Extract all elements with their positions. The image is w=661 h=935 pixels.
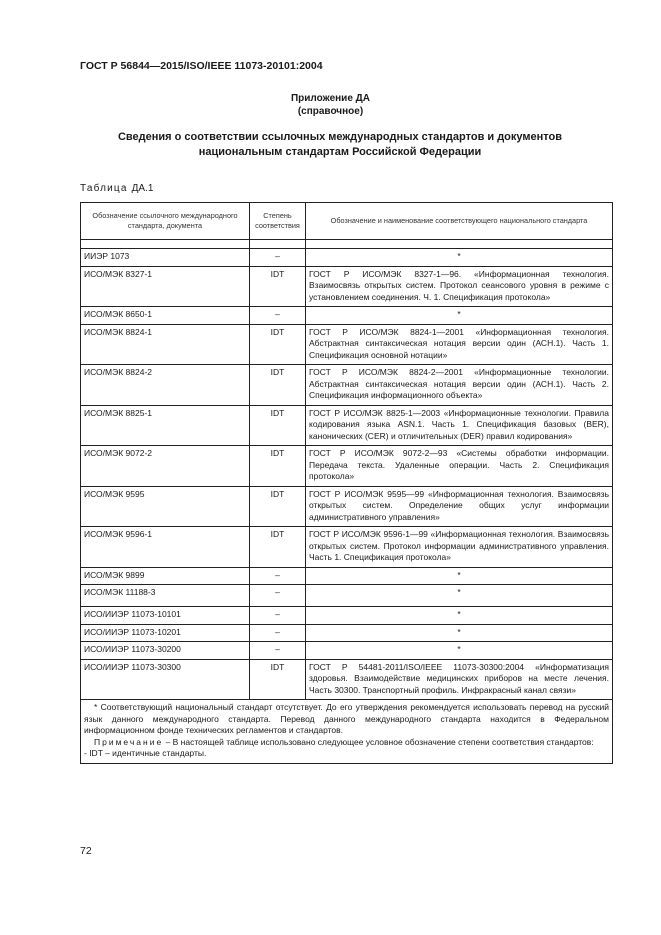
- table-row: [81, 249, 613, 267]
- appendix-subtitle: (справочное): [297, 106, 364, 117]
- cell-national: *: [306, 249, 613, 267]
- cell-degree: –: [250, 607, 306, 625]
- table-footnote-row: [81, 700, 613, 764]
- cell-ref: ИСО/МЭК 8327-1: [81, 266, 250, 307]
- standards-table: [80, 202, 613, 764]
- cell-degree: –: [250, 567, 306, 585]
- cell-degree: –: [250, 624, 306, 642]
- table-caption: [80, 183, 153, 194]
- table-row: [81, 324, 613, 365]
- table-footnote: [81, 700, 613, 764]
- cell-national: ГОСТ Р ИСО/МЭК 9595—99 «Информационная технология. Взаимосвязь открытых систем. Определение общих услуг информации административного управления»: [306, 486, 613, 527]
- table-row: [81, 365, 613, 406]
- cell-degree: IDT: [250, 324, 306, 365]
- cell-national: ГОСТ Р ИСО/МЭК 8824-2—2001 «Информационные технологии. Абстрактная синтаксическая нотация версии один (АСН.1). Часть 2. Спецификация информационного объекта»: [306, 365, 613, 406]
- asterisk-note: * Соответствующий национальный стандарт отсутствует. До его утверждения рекомендуется использовать перевод на русский язык данного международного стандарта. Перевод данного международного стандарта находится в Федеральном информационном фонде технических регламентов и стандартов.: [84, 702, 609, 735]
- cell-degree: –: [250, 585, 306, 607]
- cell-national: *: [306, 624, 613, 642]
- table-caption-prefix: Таблица: [80, 183, 128, 194]
- table-row: [81, 607, 613, 625]
- document-header: ГОСТ Р 56844—2015/ISO/IEEE 11073-20101:2004: [80, 60, 323, 72]
- table-row: [81, 266, 613, 307]
- cell-degree: IDT: [250, 365, 306, 406]
- page-number: 72: [80, 845, 92, 857]
- table-row: [81, 405, 613, 446]
- table-row: [81, 486, 613, 527]
- cell-national: *: [306, 607, 613, 625]
- note-label: Примечание: [94, 736, 164, 747]
- note-text: – В настоящей таблице использовано следующее условное обозначение степени соответствия стандартов:: [163, 736, 594, 747]
- header-national: Обозначение и наименование соответствующего национального стандарта: [306, 203, 613, 240]
- cell-national: *: [306, 642, 613, 660]
- cell-degree: IDT: [250, 446, 306, 487]
- cell-ref: ИСО/МЭК 9595: [81, 486, 250, 527]
- cell-national: ГОСТ Р 54481-2011/ISO/IEEE 11073-30300:2004 «Информатизация здоровья. Взаимодействие медицинских приборов на месте лечения. Часть 30300. Транспортный профиль. Инфракрасный канал связи»: [306, 659, 613, 700]
- cell-national: ГОСТ Р ИСО/МЭК 8825-1—2003 «Информационные технологии. Правила кодирования языка ASN.1. Часть 1. Спецификация базовых (BER), канонических (CER) и отличительных (DER) правил кодирования»: [306, 405, 613, 446]
- cell-degree: IDT: [250, 527, 306, 568]
- cell-national: *: [306, 307, 613, 325]
- table-row: [81, 567, 613, 585]
- cell-ref: ИСО/МЭК 9072-2: [81, 446, 250, 487]
- cell-ref: ИСО/МЭК 8825-1: [81, 405, 250, 446]
- cell-ref: ИСО/МЭК 9596-1: [81, 527, 250, 568]
- table-row: [81, 527, 613, 568]
- table-row: [81, 307, 613, 325]
- table-note: [84, 737, 609, 749]
- cell-national: ГОСТ Р ИСО/МЭК 8327-1—96. «Информационная технология. Взаимосвязь открытых систем. Протокол сеансового уровня в режиме с установлением соединения. Ч. 1. Спецификация протокола»: [306, 266, 613, 307]
- header-ref: Обозначение ссылочного международного стандарта, документа: [81, 203, 250, 240]
- table-row: [81, 659, 613, 700]
- appendix-title: Приложение ДА: [290, 93, 371, 104]
- cell-degree: IDT: [250, 486, 306, 527]
- table-caption-number: ДА.1: [131, 183, 154, 194]
- cell-ref: ИСО/МЭК 8824-2: [81, 365, 250, 406]
- cell-ref: ИСО/МЭК 8824-1: [81, 324, 250, 365]
- cell-degree: IDT: [250, 266, 306, 307]
- cell-national: *: [306, 585, 613, 607]
- cell-ref: ИСО/МЭК 11188-3: [81, 585, 250, 607]
- cell-ref: ИСО/ИИЭР 11073-10101: [81, 607, 250, 625]
- cell-national: ГОСТ Р ИСО/МЭК 8824-1—2001 «Информационная технология. Абстрактная синтаксическая нотация версии один (АСН.1). Часть 1. Спецификация основной нотации»: [306, 324, 613, 365]
- note-item: - IDT – идентичные стандарты.: [84, 748, 207, 758]
- cell-degree: –: [250, 249, 306, 267]
- cell-ref: ИСО/ИИЭР 11073-30200: [81, 642, 250, 660]
- table-row: [81, 624, 613, 642]
- table-header-row: [81, 203, 613, 240]
- cell-ref: ИСО/МЭК 9899: [81, 567, 250, 585]
- cell-national: ГОСТ Р ИСО/МЭК 9596-1—99 «Информационная технология. Взаимосвязь открытых систем. Протокол информации административного управления. Часть 1. Спецификация протокола»: [306, 527, 613, 568]
- cell-ref: ИИЭР 1073: [81, 249, 250, 267]
- cell-degree: IDT: [250, 405, 306, 446]
- cell-degree: –: [250, 642, 306, 660]
- cell-national: *: [306, 567, 613, 585]
- cell-degree: IDT: [250, 659, 306, 700]
- table-row: [81, 446, 613, 487]
- table-row: [81, 642, 613, 660]
- cell-national: ГОСТ Р ИСО/МЭК 9072-2—93 «Системы обработки информации. Передача текста. Удаленные операции. Часть 2. Спецификация протокола»: [306, 446, 613, 487]
- section-title: Сведения о соответствии ссылочных международных стандартов и документов национальным стандартам Российской Федерации: [117, 131, 563, 158]
- header-degree: Степень соответствия: [250, 203, 306, 240]
- cell-degree: –: [250, 307, 306, 325]
- cell-ref: ИСО/МЭК 8650-1: [81, 307, 250, 325]
- table-row: [81, 585, 613, 607]
- cell-ref: ИСО/ИИЭР 11073-10201: [81, 624, 250, 642]
- cell-ref: ИСО/ИИЭР 11073-30300: [81, 659, 250, 700]
- table-header-spacer: [81, 240, 613, 249]
